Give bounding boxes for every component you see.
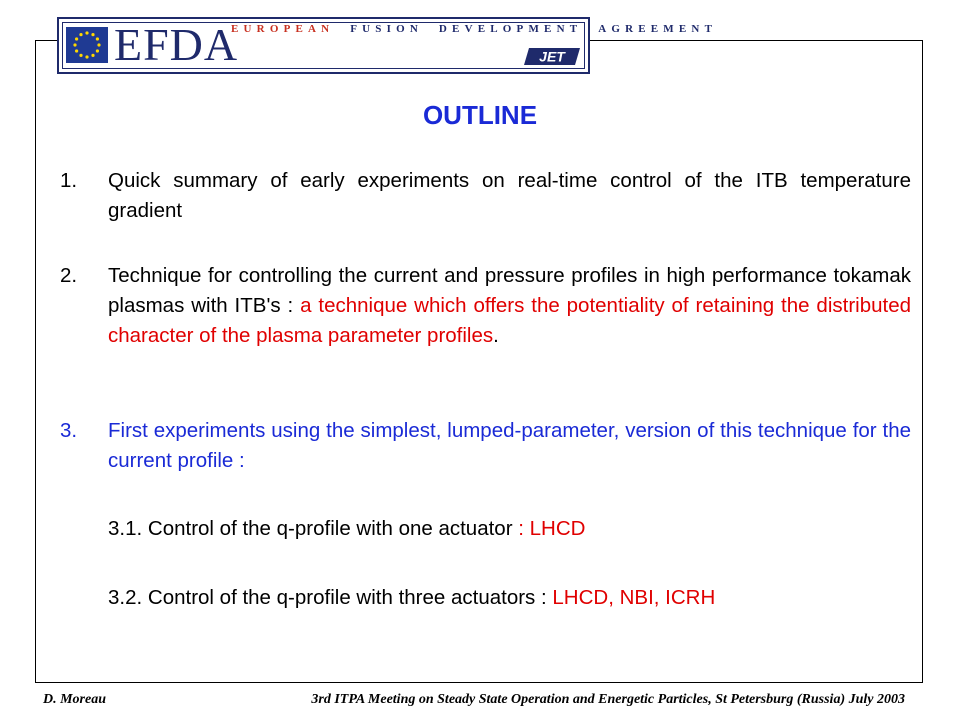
item-number: 1. [60, 169, 78, 192]
subitem-3-2 [108, 583, 715, 613]
slide-title: OUTLINE [422, 100, 538, 130]
jet-logo [523, 47, 581, 66]
item-text: Quick summary of early experiments on real-time control of the ITB temperature gradient [108, 169, 911, 222]
outline-item-2 [60, 261, 911, 351]
footer-event: 3rd ITPA Meeting on Steady State Operation and Energetic Particles, St Petersburg (Russia) July 2003 [311, 692, 905, 707]
efda-banner [57, 17, 718, 74]
subitem-sep: : [535, 586, 553, 609]
outline-item-1 [60, 166, 911, 226]
item-number: 2. [60, 264, 78, 287]
tagline-word-3: DEVELOPMENT [438, 23, 583, 35]
item-number: 3. [60, 419, 78, 442]
jet-logo-text: JET [539, 48, 565, 65]
subitem-3-1 [108, 514, 585, 544]
item-text-black: Technique for controlling the current and pressure profiles in high performance tokamak plasmas with ITB's : [108, 264, 911, 317]
subitem-value: LHCD, NBI, ICRH [552, 586, 716, 609]
subitem-sep: : [512, 517, 530, 540]
item-text: First experiments using the simplest, lumped-parameter, version of this technique for the current profile : [108, 419, 911, 472]
footer-author: D. Moreau [43, 692, 107, 707]
item-text-red: a technique which offers the potentiality of retaining the distributed character of the plasma parameter profiles [108, 294, 911, 347]
subitem-label: 3.1. Control of the q-profile with one actuator [108, 517, 513, 540]
eu-flag-icon [66, 27, 108, 63]
outline-item-3 [60, 416, 911, 476]
item-text-end: . [493, 324, 499, 347]
tagline-word-2: FUSION [350, 23, 423, 35]
efda-logo-text: EFDA [114, 19, 239, 70]
subitem-value: LHCD [529, 517, 586, 540]
item-text [108, 261, 911, 351]
subitem-label: 3.2. Control of the q-profile with three actuators [108, 586, 536, 609]
tagline-word-4: AGREEMENT [598, 23, 718, 35]
efda-tagline [231, 23, 717, 35]
tagline-word-1: EUROPEAN [231, 23, 335, 35]
